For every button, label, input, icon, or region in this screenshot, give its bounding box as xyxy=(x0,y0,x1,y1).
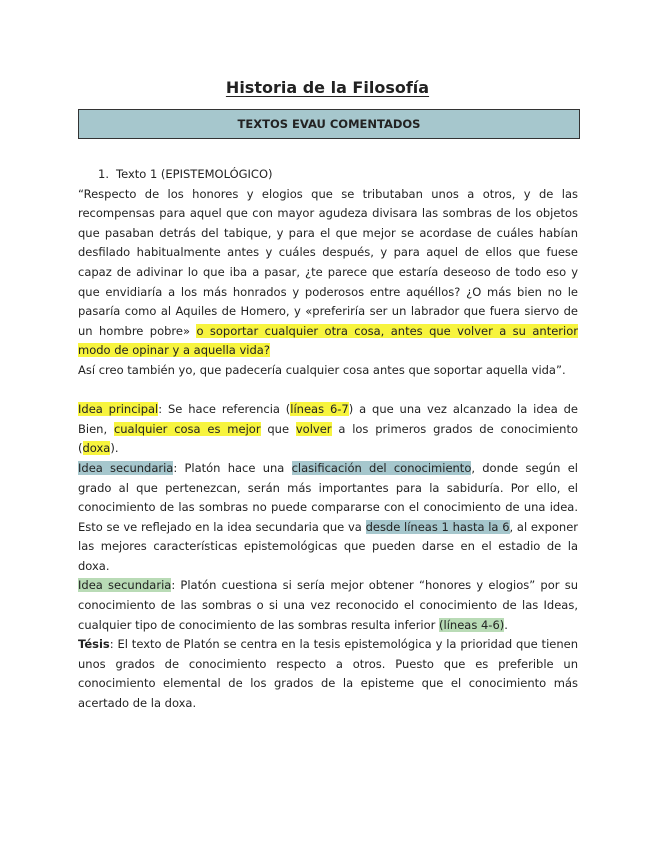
text-run: : Platón cuestiona si sería mejor obtener “honores y elogios” por su conocimiento de las sombras o si una vez reconocido el conocimiento de las Ideas, cualquier tipo de conocimiento de las sombras resulta inferior xyxy=(78,578,578,632)
tesis-label: Tésis xyxy=(78,637,110,652)
text-run: ) a que una vez alcanzado la idea de Bien, xyxy=(78,402,579,436)
section-header-box: TEXTOS EVAU COMENTADOS xyxy=(78,109,580,139)
idea-principal-paragraph xyxy=(78,400,578,459)
spacer xyxy=(78,381,578,401)
idea-secundaria-label: Idea secundaria xyxy=(78,460,174,475)
numbered-item xyxy=(78,165,578,185)
line-reference: (líneas 4-6) xyxy=(439,617,505,632)
highlight: clasificación del conocimiento xyxy=(291,460,472,475)
highlight: volver xyxy=(295,421,332,436)
highlight: doxa xyxy=(82,441,111,456)
tesis-text: : El texto de Platón se centra en la tesis epistemológica y la prioridad que tienen unos grados de conocimiento respecto a otros. Puesto que es preferible un conocimiento elemental de los grados de la episteme que el conocimiento más acertado de la doxa. xyxy=(78,637,578,711)
text-run: , al exponer las mejores características epistemológicas que pueden darse en el estadio de la doxa. xyxy=(78,519,579,573)
text-run: a los primeros grados de conocimiento ( xyxy=(78,421,578,456)
tesis-paragraph xyxy=(78,635,578,713)
idea-secundaria-label: Idea secundaria xyxy=(78,578,172,593)
text-run: ). xyxy=(110,441,119,456)
text-run: , donde según el grado al que pertenezcan, serán más importantes para la sabiduría. Por ello, el conocimiento de las sombras no puede compararse con el conocimiento de una idea. Esto se ve reflejado en la idea secundaria que va xyxy=(78,460,578,534)
item-label: Texto 1 (EPISTEMOLÓGICO) xyxy=(116,167,273,181)
document-body xyxy=(78,165,578,714)
text-run: : Se hace referencia ( xyxy=(158,402,291,417)
quote-conclusion: Así creo también yo, que padecería cualquier cosa antes que soportar aquella vida”. xyxy=(78,362,566,377)
idea-secundaria-1-paragraph xyxy=(78,459,578,577)
quote-text: “Respecto de los honores y elogios que se tributaban unos a otros, y de las recompensas para aquel que con mayor agudeza divisara las sombras de los objetos que pasaban detrás del tabique, y para el que mejor se acordase de cuáles habían desfilado habitualmente antes y cuáles después, y para aquel de ellos que fuese capaz de adivinar lo que iba a pasar, ¿te parece que estaría deseoso de todo eso y que envidiaría a los más honrados y poderosos entre aquéllos? ¿O más bien no le pasaría como al Aquiles de Homero, y «preferiría ser un labrador que fuera siervo de un hombre pobre» xyxy=(78,186,578,338)
line-reference: líneas 6-7 xyxy=(290,402,349,417)
item-number: 1. xyxy=(98,167,109,181)
text-run: que xyxy=(260,421,296,436)
line-reference: desde líneas 1 hasta la 6 xyxy=(365,519,510,534)
text-run: : Platón hace una xyxy=(173,460,292,475)
page-title: Historia de la Filosofía xyxy=(225,78,430,97)
quote-highlight: o soportar cualquier otra cosa, antes que volver a su anterior modo de opinar y a aquella vida? xyxy=(78,323,578,358)
quote-paragraph xyxy=(78,185,578,361)
text-run: . xyxy=(504,617,508,632)
idea-principal-label: Idea principal xyxy=(78,402,159,417)
highlight: cualquier cosa es mejor xyxy=(113,421,261,436)
idea-secundaria-2-paragraph xyxy=(78,576,578,635)
